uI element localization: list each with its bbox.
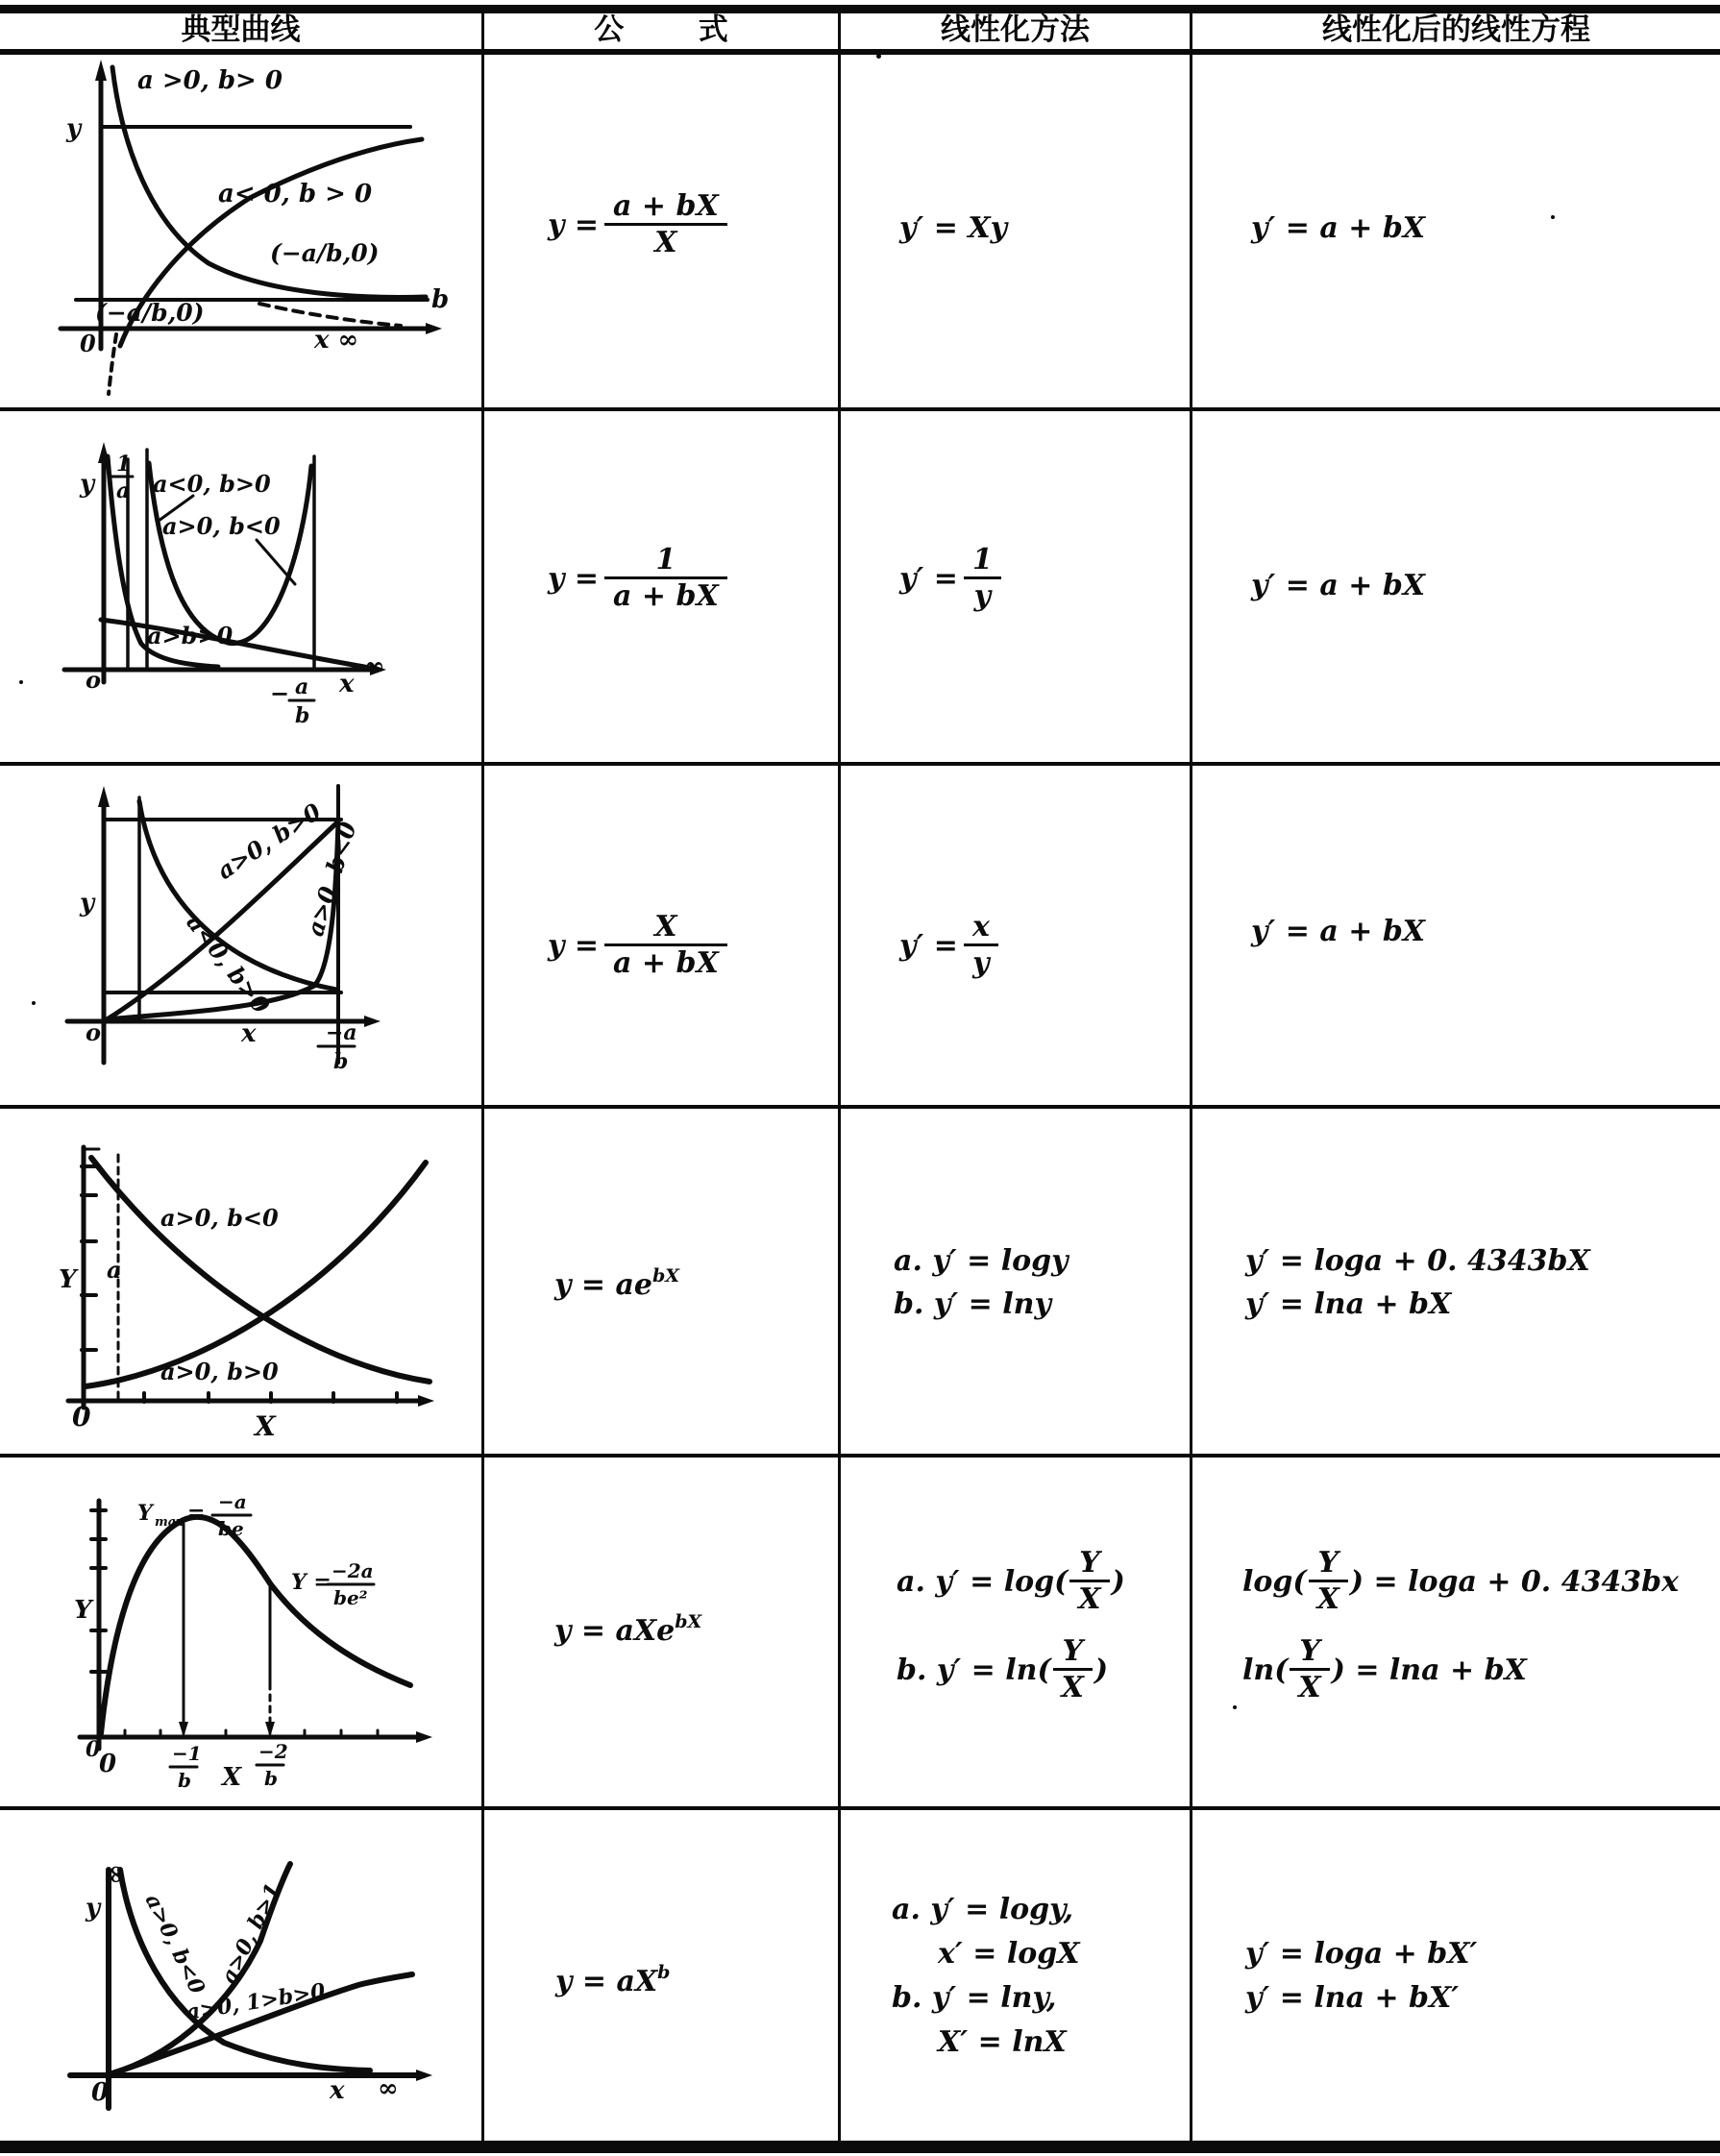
- header-linearized-equation: 线性化后的线性方程: [1322, 12, 1590, 47]
- label-a-pos-b-pos: a>0, b>0: [160, 1358, 279, 1385]
- label-b-between-0-1: a>0, 1>b>0: [184, 1978, 328, 2025]
- neg-frac-den: b: [295, 703, 310, 728]
- method-row4-b: b. y′ = lny: [894, 1287, 1051, 1321]
- scan-dot: [876, 54, 881, 59]
- plot-reciprocal-linear: [53, 432, 466, 749]
- origin-label: 0: [86, 1737, 101, 1762]
- method-pre: b. y′ = ln(: [897, 1653, 1051, 1687]
- formula-base: y = aXe: [554, 1614, 676, 1648]
- denominator: X: [1053, 1668, 1093, 1705]
- numerator: X: [654, 910, 677, 943]
- denominator: X: [1290, 1668, 1329, 1705]
- linear-eq-row3: y′ = a + bX: [1251, 915, 1426, 948]
- label-a-pos-b-pos: a >0, b> 0: [137, 66, 283, 95]
- formula-row3: [548, 911, 733, 981]
- numerator: x: [971, 910, 990, 943]
- formula-row5: [554, 1611, 702, 1649]
- origin-label: 0: [91, 2078, 110, 2107]
- neg-frac-num: a: [295, 674, 309, 699]
- method-pre: a. y′ = log(: [897, 1564, 1069, 1599]
- header-linearization-method: 线性化方法: [941, 12, 1090, 47]
- scan-dot: [1551, 215, 1555, 219]
- origin-label-bold: 0: [99, 1750, 117, 1778]
- formula-exponent: bX: [675, 1611, 702, 1632]
- denominator: X: [604, 223, 727, 260]
- x-axis-label: x: [241, 1019, 257, 1048]
- fraction: [964, 911, 998, 981]
- denominator: a + bX: [604, 943, 727, 981]
- formula-base: y = ae: [554, 1268, 652, 1302]
- method-row2: [899, 544, 1007, 614]
- label-b-gt-1: a>0, b>1: [216, 1879, 286, 1988]
- origin-label: 0: [72, 1401, 91, 1433]
- denominator: X: [1309, 1580, 1348, 1617]
- y-axis-label: y: [80, 889, 95, 918]
- formula-lhs: y =: [548, 928, 600, 963]
- y-axis-label: Y: [74, 1596, 92, 1625]
- linear-eq-row5-b: [1242, 1635, 1527, 1705]
- method-row6-b2: X′ = lnX: [938, 2025, 1067, 2059]
- linear-post: ) = loga + 0. 4343bx: [1349, 1564, 1680, 1599]
- y-axis-label: Y: [59, 1265, 77, 1294]
- origin-label: o: [86, 666, 102, 694]
- frac-one-den: a: [116, 478, 131, 503]
- ymax-label-y: Y: [137, 1501, 153, 1526]
- numerator: Y: [1062, 1634, 1083, 1668]
- method-row6-a1: a. y′ = logy,: [892, 1893, 1074, 1926]
- numerator: 1: [655, 543, 676, 576]
- method-row5-a: [897, 1547, 1125, 1617]
- header-formula: 公 式: [594, 12, 728, 47]
- intercept-label-upper: (−a/b,0): [270, 239, 380, 267]
- scan-dot: [19, 680, 23, 684]
- origin-label: o: [86, 1018, 102, 1046]
- x-axis-label: x: [339, 670, 355, 698]
- minus-sign: −: [270, 679, 290, 707]
- plot-hyperbola-a-plus-bx-over-x: [53, 56, 456, 404]
- linear-eq-row6-b: y′ = lna + bX′: [1245, 1981, 1460, 2015]
- scan-dot: [32, 1001, 36, 1005]
- dashed-branch-right: [259, 304, 401, 326]
- y-axis-label: y: [66, 114, 82, 143]
- fraction: [604, 190, 727, 260]
- x-axis-arrow: [426, 323, 442, 334]
- fraction: [1069, 1547, 1109, 1617]
- linear-eq-row2: y′ = a + bX: [1251, 569, 1426, 602]
- x-axis-arrow: [364, 1016, 381, 1027]
- plot-exponential: [53, 1134, 476, 1451]
- method-row4-a: a. y′ = logy: [894, 1244, 1069, 1278]
- x2-frac-den: b: [264, 1767, 278, 1790]
- header-bottom-rule: [0, 49, 1720, 55]
- label-a-neg-b-pos: a<0, b>0: [181, 908, 276, 1019]
- y-axis-infinity-label: ∞: [102, 1864, 131, 1885]
- y-axis-label: y: [80, 470, 95, 499]
- plot-power-function: [53, 1856, 476, 2144]
- y2-frac-den: be²: [333, 1586, 368, 1609]
- numerator: a + bX: [613, 189, 719, 223]
- denominator: X: [1069, 1580, 1109, 1617]
- formula-row1: [548, 190, 733, 260]
- fraction: [1053, 1635, 1093, 1705]
- linear-eq-row5-a: [1242, 1547, 1679, 1617]
- label-a-pos-b-neg: a>0, b<0: [301, 818, 362, 940]
- label-a-neg-b-pos: a< 0, b > 0: [218, 180, 373, 208]
- linear-eq-row6-a: y′ = loga + bX′: [1245, 1937, 1478, 1971]
- intercept-a-label: a: [107, 1256, 122, 1284]
- x-axis-label: x: [330, 2076, 345, 2105]
- label-a-pos-b-neg: a>0, b<0: [160, 1204, 279, 1232]
- row-separator-4: [0, 1454, 1720, 1458]
- leader-line-2: [257, 540, 295, 584]
- y2-frac-num: −2a: [332, 1559, 374, 1582]
- ymax-frac-den: be: [218, 1517, 244, 1540]
- column-divider-3: [1190, 9, 1192, 2144]
- formula-base: y = aX: [555, 1965, 658, 1998]
- label-a-pos-b-pos: a>0, b>0: [211, 796, 327, 886]
- numerator: Y: [1317, 1546, 1339, 1580]
- formula-exponent: b: [657, 1962, 671, 1983]
- method-row1: y′ = Xy: [899, 211, 1008, 245]
- row-separator-1: [0, 407, 1720, 411]
- neg-frac-den: b: [333, 1049, 349, 1074]
- formula-row2: [548, 544, 733, 614]
- label-a-pos-b-neg: a>0, b<0: [162, 512, 281, 540]
- method-row5-b: [897, 1635, 1108, 1705]
- frac-one-num: 1: [116, 452, 132, 477]
- column-divider-1: [481, 9, 484, 2144]
- fraction: [604, 911, 727, 981]
- method-lhs: y′ =: [899, 928, 958, 963]
- fraction: [1309, 1547, 1348, 1617]
- x1-frac-num: −1: [172, 1742, 202, 1765]
- plot-x-over-a-plus-bx: [53, 776, 466, 1113]
- fraction: [604, 544, 727, 614]
- formula-row6: [555, 1962, 671, 1999]
- method-row6-a2: x′ = logX: [938, 1937, 1080, 1971]
- numerator: Y: [1299, 1634, 1320, 1668]
- neg-frac-num: −a: [326, 1020, 357, 1045]
- numerator: Y: [1079, 1546, 1100, 1580]
- row-separator-2: [0, 762, 1720, 766]
- infinity-label: ∞: [364, 652, 385, 681]
- linear-eq-row1: y′ = a + bX: [1251, 211, 1426, 245]
- ymax-frac-num: −a: [218, 1490, 247, 1513]
- denominator: y: [964, 576, 1001, 614]
- method-row6-b1: b. y′ = lny,: [892, 1981, 1057, 2015]
- x-axis-arrow: [418, 1395, 434, 1407]
- plot-x-exponential: [53, 1491, 476, 1808]
- curve-growing-exp: [86, 1163, 426, 1386]
- x2-frac-num: −2: [258, 1740, 288, 1763]
- fraction: [1290, 1635, 1329, 1705]
- infinity-label: ∞: [378, 2074, 399, 2103]
- linear-eq-row4-b: y′ = lna + bX: [1245, 1287, 1452, 1321]
- x-axis-arrow: [416, 2070, 432, 2081]
- fraction: [964, 544, 1001, 614]
- x-infinity-label: x ∞: [314, 326, 359, 355]
- linear-pre: log(: [1242, 1564, 1307, 1599]
- x-axis-label: X: [255, 1410, 276, 1442]
- ymax-label-eq: =: [187, 1501, 206, 1526]
- formula-lhs: y =: [548, 561, 600, 596]
- method-lhs: y′ =: [899, 561, 958, 596]
- intercept-label-lower: (−a/b,0): [95, 299, 205, 327]
- label-a-neg-b-pos: a<0, b>0: [153, 470, 271, 498]
- x-axis-label: X: [222, 1763, 242, 1792]
- linear-pre: ln(: [1242, 1653, 1289, 1687]
- b-label: b: [431, 285, 450, 314]
- label-b-negative: a>0, b<0: [139, 1890, 210, 1998]
- column-divider-2: [838, 9, 841, 2144]
- numerator: 1: [971, 543, 993, 576]
- y-axis-arrow: [98, 786, 110, 807]
- method-post: ): [1093, 1653, 1109, 1687]
- label-a-gt-b-gt-0: a>b>0: [147, 622, 233, 649]
- ymax-label-sub: max: [155, 1515, 184, 1530]
- y-axis-label: y: [86, 1894, 101, 1923]
- denominator: a + bX: [604, 576, 727, 614]
- linear-post: ) = lna + bX: [1331, 1653, 1527, 1687]
- curve-axebx: [101, 1517, 410, 1733]
- method-post: ): [1111, 1564, 1125, 1599]
- curve-decaying-exp: [91, 1158, 430, 1382]
- formula-row4: [554, 1265, 680, 1303]
- method-row3: [899, 911, 1004, 981]
- formula-exponent: bX: [651, 1265, 680, 1286]
- y-axis-arrow: [95, 60, 107, 81]
- denominator: y: [964, 943, 998, 981]
- header-typical-curve: 典型曲线: [181, 12, 301, 47]
- x1-frac-den: b: [178, 1769, 191, 1792]
- y2-label: Y =: [291, 1570, 332, 1595]
- scan-dot: [1233, 1705, 1237, 1709]
- dashed-branch-left: [109, 334, 116, 394]
- x-axis-arrow: [416, 1731, 432, 1743]
- linear-eq-row4-a: y′ = loga + 0. 4343bX: [1245, 1244, 1590, 1278]
- formula-lhs: y =: [548, 208, 600, 242]
- origin-label: 0: [80, 330, 96, 357]
